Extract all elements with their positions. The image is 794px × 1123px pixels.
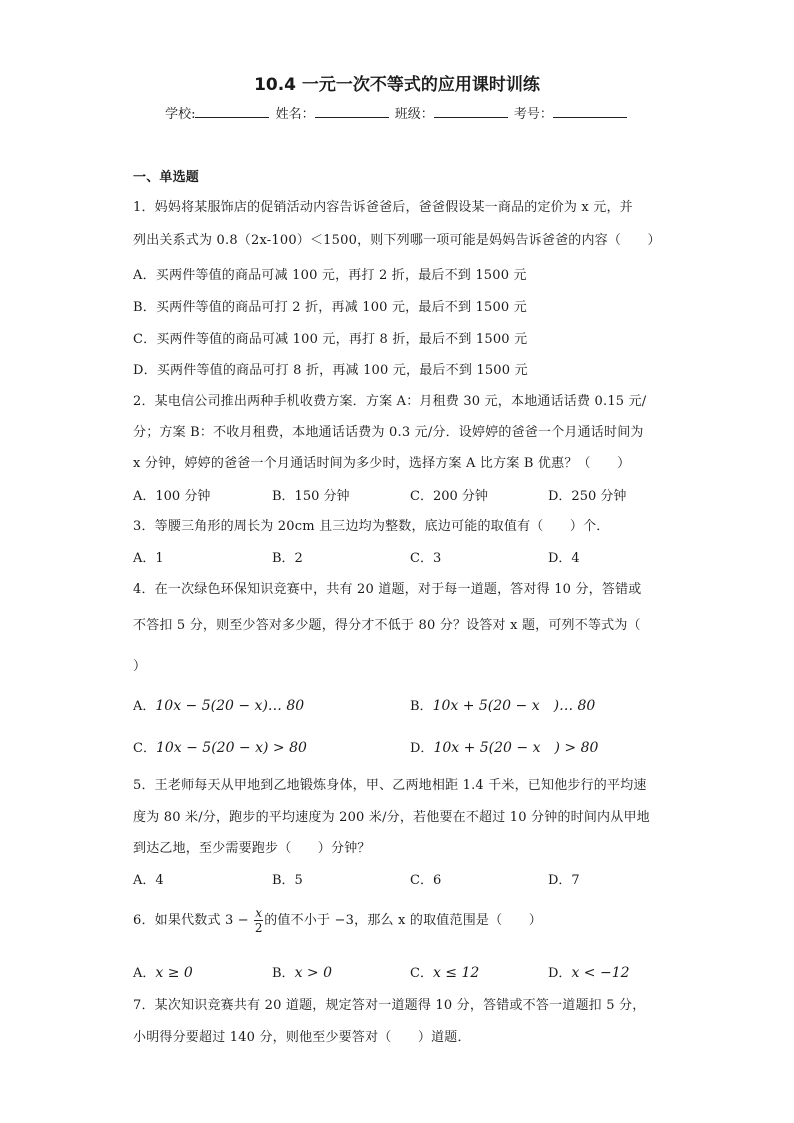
q3-option-a[interactable]: A．1 <box>133 551 164 566</box>
q1-stem-line2: 列出关系式为 0.8（2x-100）＜1500，则下列哪一项可能是妈妈告诉爸爸的内容（ ） <box>133 233 661 248</box>
q6-option-d[interactable] <box>548 962 630 981</box>
q4-option-c-expression: 10x − 5(20 − x) > 80 <box>155 740 307 756</box>
class-blank[interactable] <box>434 105 508 118</box>
q6-option-b-label: B． <box>272 966 295 981</box>
q2-option-a[interactable]: A．100 分钟 <box>133 489 211 504</box>
q6-option-b[interactable] <box>272 962 332 981</box>
q4-stem-line1: 4．在一次绿色环保知识竞赛中，共有 20 道题，对于每一道题，答对得 10 分，答错或 <box>133 582 642 597</box>
q3-option-b[interactable]: B．2 <box>272 551 303 566</box>
q3-option-c[interactable]: C．3 <box>410 551 442 566</box>
q4-option-b-expression: 10x + 5(20 − x )… 80 <box>432 698 596 714</box>
number-blank[interactable] <box>553 105 627 118</box>
q1-option-a[interactable]: A．买两件等值的商品可减 100 元，再打 2 折，最后不到 1500 元 <box>133 268 527 283</box>
number-label: 考号： <box>513 107 553 122</box>
q7-stem-line1: 7．某次知识竞赛共有 20 道题，规定答对一道题得 10 分，答错或不答一道题扣 5 分， <box>133 998 646 1013</box>
q4-option-a-expression: 10x − 5(20 − x)… 80 <box>155 698 305 714</box>
q2-option-c[interactable]: C．200 分钟 <box>410 489 488 504</box>
q1-option-b[interactable]: B．买两件等值的商品可打 2 折，再减 100 元，最后不到 1500 元 <box>133 300 527 315</box>
q2-stem-line1: 2．某电信公司推出两种手机收费方案．方案 A：月租费 30 元，本地通话话费 0.15 元/ <box>133 394 647 409</box>
q1-stem-line1: 1．妈妈将某服饰店的促销活动内容告诉爸爸后，爸爸假设某一商品的定价为 x 元，并 <box>133 200 633 215</box>
q2-option-b[interactable]: B．150 分钟 <box>272 489 350 504</box>
name-label: 姓名： <box>275 107 315 122</box>
q6-option-a[interactable] <box>133 962 193 981</box>
q4-option-d-label: D． <box>410 741 434 756</box>
q6-fraction <box>254 906 263 935</box>
q5-option-a[interactable]: A．4 <box>133 873 164 888</box>
q4-option-a-label: A． <box>133 699 156 714</box>
q4-option-b[interactable] <box>410 695 595 715</box>
q4-option-d[interactable] <box>410 737 598 757</box>
q5-option-d[interactable]: D．7 <box>548 873 580 888</box>
q6-option-a-label: A． <box>133 966 156 981</box>
q6-stem <box>133 906 542 935</box>
q6-option-d-expression: x < −12 <box>571 965 630 981</box>
q4-option-d-expression: 10x + 5(20 − x ) > 80 <box>433 740 599 756</box>
q6-option-c-label: C． <box>410 966 433 981</box>
q5-option-c[interactable]: C．6 <box>410 873 442 888</box>
q6-fraction-denominator: 2 <box>254 921 263 935</box>
student-info-row <box>0 103 794 122</box>
q1-option-c[interactable]: C．买两件等值的商品可减 100 元，再打 8 折，最后不到 1500 元 <box>133 332 528 347</box>
q6-option-d-label: D． <box>548 966 572 981</box>
q4-option-a[interactable] <box>133 695 304 714</box>
q3-stem-line1: 3．等腰三角形的周长为 20cm 且三边均为整数，底边可能的取值有（ ）个． <box>133 519 610 534</box>
class-label: 班级： <box>394 107 434 122</box>
q6-stem-suffix: 的值不小于 −3，那么 x 的取值范围是（ ） <box>264 913 542 928</box>
q5-stem-line1: 5．王老师每天从甲地到乙地锻炼身体，甲、乙两地相距 1.4 千米，已知他步行的平均速 <box>133 778 647 793</box>
q4-option-b-label: B． <box>410 699 433 714</box>
q4-stem-line3: ） <box>133 659 147 674</box>
q4-option-c[interactable] <box>133 737 307 756</box>
q5-stem-line2: 度为 80 米/分，跑步的平均速度为 200 米/分，若他要在不超过 10 分钟的时间内从甲地 <box>133 810 650 825</box>
section-heading: 一、单选题 <box>133 170 200 185</box>
q6-option-c-expression: x ≤ 12 <box>432 965 480 981</box>
q5-option-b[interactable]: B．5 <box>272 873 303 888</box>
q6-fraction-numerator: x <box>255 906 263 920</box>
q2-stem-line2: 分；方案 B：不收月租费，本地通话话费为 0.3 元/分．设婷婷的爸爸一个月通话时间为 <box>133 425 644 440</box>
q6-stem-prefix: 6．如果代数式 3 − <box>133 913 249 928</box>
q4-option-c-label: C． <box>133 741 156 756</box>
school-label: 学校: <box>165 107 196 122</box>
q6-option-c[interactable] <box>410 962 479 981</box>
q2-stem-line3: x 分钟，婷婷的爸爸一个月通话时间为多少时，选择方案 A 比方案 B 优惠？（ ） <box>133 456 631 471</box>
name-blank[interactable] <box>315 105 389 118</box>
q1-option-d[interactable]: D．买两件等值的商品可打 8 折，再减 100 元，最后不到 1500 元 <box>133 363 528 378</box>
q5-stem-line3: 到达乙地，至少需要跑步（ ）分钟？ <box>133 841 371 856</box>
q4-stem-line2: 不答扣 5 分，则至少答对多少题，得分才不低于 80 分？设答对 x 题，可列不等式为（ <box>133 618 641 633</box>
q6-option-b-expression: x > 0 <box>294 965 332 981</box>
q3-option-d[interactable]: D．4 <box>548 551 580 566</box>
q7-stem-line2: 小明得分要超过 140 分，则他至少要答对（ ）道题． <box>133 1030 471 1045</box>
page-title: 10.4 一元一次不等式的应用课时训练 <box>254 75 540 95</box>
q6-option-a-expression: x ≥ 0 <box>155 965 193 981</box>
q2-option-d[interactable]: D．250 分钟 <box>548 489 627 504</box>
school-blank[interactable] <box>195 105 269 118</box>
